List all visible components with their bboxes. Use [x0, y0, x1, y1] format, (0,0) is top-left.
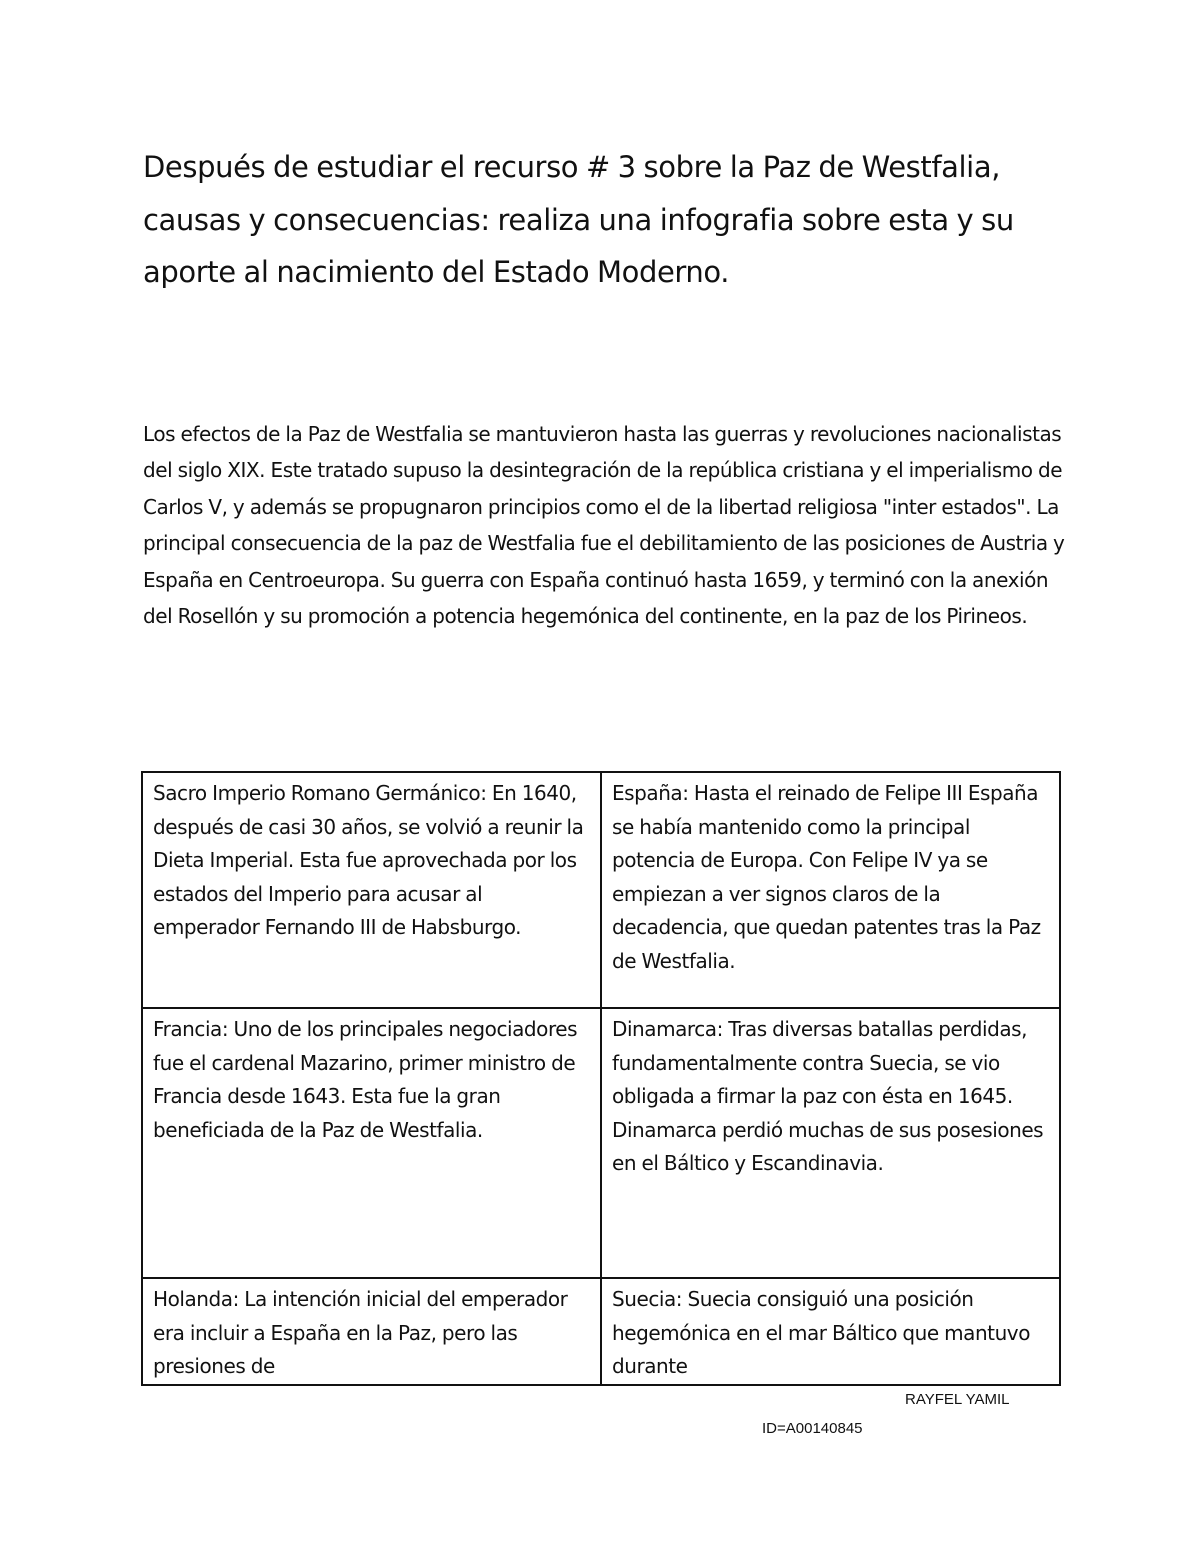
countries-table — [141, 771, 1061, 1386]
table-cell-francia — [142, 1008, 601, 1278]
table-cell-suecia — [601, 1278, 1060, 1385]
table-cell-espana — [601, 772, 1060, 1008]
table-cell-dinamarca — [601, 1008, 1060, 1278]
table-row — [142, 1278, 1060, 1385]
westfalia-effects-paragraph: Los efectos de la Paz de Westfalia se mantuvieron hasta las guerras y revoluciones nacionalistas del siglo XIX. Este tratado supuso la desintegración de la república cristiana y el imperialismo de Carlos V, y además se propugnaron principios como el de la libertad religiosa "inter estados". La principal consecuencia de la paz de Westfalia fue el debilitamiento de las posiciones de Austria y España en Centroeuropa. Su guerra con España continuó hasta 1659, y terminó con la anexión del Rosellón y su promoción a potencia hegemónica del continente, en la paz de los Pirineos. — [143, 422, 1065, 629]
table-cell-holanda — [142, 1278, 601, 1385]
cell-text: Holanda: La intención inicial del emperador era incluir a España en la Paz, pero las presiones de — [153, 1287, 568, 1378]
student-id: ID=A00140845 — [762, 1420, 863, 1437]
cell-text: Francia: Uno de los principales negociadores fue el cardenal Mazarino, primer ministro de Francia desde 1643. Esta fue la gran beneficiada de la Paz de Westfalia. — [153, 1017, 578, 1142]
table-row — [142, 1008, 1060, 1278]
cell-text: Suecia: Suecia consiguió una posición hegemónica en el mar Báltico que mantuvo durante — [612, 1287, 1030, 1378]
cell-text: Dinamarca: Tras diversas batallas perdidas, fundamentalmente contra Suecia, se vio obligada a firmar la paz con ésta en 1645. Dinamarca perdió muchas de sus posesiones en el Báltico y Escandinavia. — [612, 1017, 1044, 1175]
table-row — [142, 772, 1060, 1008]
cell-text: España: Hasta el reinado de Felipe III España se había mantenido como la principal potencia de Europa. Con Felipe IV ya se empiezan a ver signos claros de la decadencia, que quedan patentes tras la Paz de Westfalia. — [612, 781, 1041, 973]
cell-text: Sacro Imperio Romano Germánico: En 1640, después de casi 30 años, se volvió a reunir la Dieta Imperial. Esta fue aprovechada por los estados del Imperio para acusar al emperador Fernando III de Habsburgo. — [153, 781, 584, 939]
assignment-heading: Después de estudiar el recurso # 3 sobre la Paz de Westfalia, causas y consecuencias: realiza una infografia sobre esta y su aporte al nacimiento del Estado Moderno. — [143, 150, 1014, 289]
author-name: RAYFEL YAMIL — [905, 1391, 1010, 1408]
table-cell-sacro-imperio — [142, 772, 601, 1008]
